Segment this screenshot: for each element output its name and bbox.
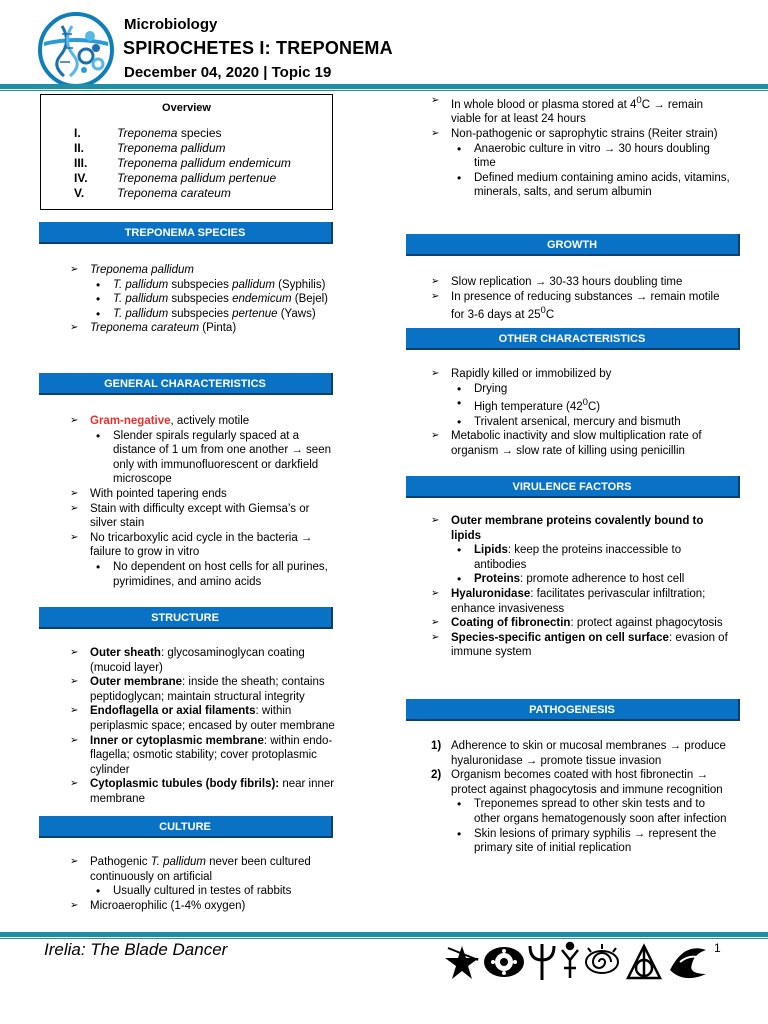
list-item (69, 502, 337, 531)
list-item (69, 855, 337, 884)
pathogenesis-list (430, 739, 730, 856)
arrow-bullet-icon: ➢ (70, 322, 79, 334)
list-item-text: Coating of fibronectin: protect against phagocytosis (451, 617, 723, 630)
overview-item-number: III. (74, 156, 88, 170)
list-item (69, 560, 337, 589)
arrow-bullet-icon: ➢ (70, 487, 79, 499)
arrow-bullet-icon: ➢ (431, 290, 440, 302)
bullet-dot-icon: • (457, 414, 462, 429)
arrow-bullet-icon: ➢ (70, 676, 79, 688)
microbiology-logo-icon (38, 12, 114, 88)
list-item (69, 321, 334, 336)
arrow-bullet-icon: ➢ (70, 264, 79, 275)
growth-list (430, 275, 730, 323)
section-header-structure: STRUCTURE (39, 607, 333, 629)
arrow-bullet-icon: ➢ (431, 515, 440, 526)
bullet-dot-icon: • (457, 396, 462, 411)
footer-divider (0, 932, 768, 937)
list-item-text: Outer membrane: inside the sheath; contains peptidoglycan; maintain structural integrity (90, 676, 325, 703)
list-item (69, 899, 337, 914)
bullet-dot-icon: • (96, 428, 101, 443)
list-item (430, 827, 730, 856)
section-header-general-characteristics: GENERAL CHARACTERISTICS (39, 373, 333, 395)
list-item-text: Outer sheath: glycosaminoglycan coating (mucoid layer) (90, 647, 305, 674)
list-item-text: Rapidly killed or immobilized by (451, 368, 612, 380)
section-header-culture: CULTURE (39, 816, 333, 838)
list-item (430, 171, 730, 200)
overview-list (41, 126, 332, 201)
bullet-dot-icon: • (96, 292, 101, 307)
arrow-bullet-icon: ➢ (431, 95, 440, 106)
list-item (69, 292, 334, 307)
list-item (69, 429, 337, 487)
overview-item-number: I. (74, 126, 81, 140)
bullet-dot-icon: • (96, 277, 101, 292)
list-item (69, 414, 337, 429)
list-item-text: Gram-negative, actively motile (90, 415, 250, 427)
list-item (69, 531, 337, 560)
arrow-bullet-icon: ➢ (431, 617, 440, 629)
deathly-hallows-emblem-icon (628, 946, 660, 978)
arrow-bullet-icon: ➢ (70, 647, 79, 658)
list-item (430, 290, 730, 323)
footer-emblems-icon (444, 940, 722, 982)
overview-title: Overview (162, 102, 211, 114)
date-topic: December 04, 2020 | Topic 19 (124, 64, 332, 81)
arrow-bullet-icon: ➢ (70, 705, 79, 717)
trident-emblem-icon (530, 944, 554, 980)
list-item-text: Non-pathogenic or saprophytic strains (Reiter strain) (451, 128, 718, 141)
arrow-bullet-icon: ➢ (431, 430, 440, 442)
section-header-growth: GROWTH (406, 234, 740, 256)
crescent-emblem-icon (670, 948, 706, 978)
overview-item-text: Treponema pallidum (117, 141, 226, 155)
list-item (69, 704, 337, 733)
list-item-text: Treponema pallidum (90, 264, 194, 276)
bullet-dot-icon: • (96, 559, 101, 574)
list-item-text: Outer membrane proteins covalently bound to lipids (451, 515, 704, 542)
overview-item (41, 156, 332, 171)
list-item (430, 127, 730, 142)
list-item (430, 572, 730, 587)
list-item (430, 396, 730, 414)
list-item (430, 739, 730, 768)
arrow-bullet-icon: ➢ (70, 778, 79, 790)
bullet-dot-icon: • (457, 572, 462, 587)
list-item-text: Metabolic inactivity and slow multiplication rate of organism → slow rate of killing using penicillin (451, 430, 702, 457)
list-item (430, 587, 730, 616)
spiral-eye-emblem-icon (586, 944, 618, 973)
overview-item (41, 126, 332, 141)
header-divider (0, 84, 768, 89)
list-item (430, 429, 730, 458)
arrow-bullet-icon: ➢ (431, 368, 440, 379)
subject-label: Microbiology (124, 16, 218, 33)
list-number: 1) (431, 740, 442, 752)
list-item (430, 631, 730, 660)
overview-item (41, 141, 332, 156)
list-item (430, 382, 730, 397)
list-item-text: Slender spirals regularly spaced at a distance of 1 um from one another → seen only with immunofluorescent or darkfield microscope (113, 429, 331, 486)
list-number: 2) (431, 769, 442, 782)
list-item-text: Stain with difficulty except with Giemsa’s or silver stain (90, 502, 310, 530)
page-number: 1 (714, 941, 721, 955)
list-item (430, 616, 730, 631)
list-item-text: Treponemes spread to other skin tests and to other organs hematogenously soon after infection (474, 798, 727, 825)
list-item-text: Hyaluronidase: facilitates perivascular infiltration; enhance invasiveness (451, 587, 706, 615)
list-item-text: Usually cultured in testes of rabbits (113, 885, 292, 898)
list-item (69, 777, 337, 806)
bullet-dot-icon: • (96, 306, 101, 321)
arrow-bullet-icon: ➢ (70, 899, 79, 911)
overview-item-text: Treponema pallidum pertenue (117, 171, 277, 185)
culture-continued-list (430, 94, 730, 200)
list-item-text: Skin lesions of primary syphilis → represent the primary site of initial replication (474, 827, 717, 855)
list-item (430, 768, 730, 797)
arrow-bullet-icon: ➢ (431, 587, 440, 599)
arrow-bullet-icon: ➢ (431, 276, 440, 287)
list-item-text: Endoflagella or axial filaments: within periplasmic space; encased by outer membrane (90, 705, 335, 732)
culture-list (69, 855, 337, 913)
list-item-text: Slow replication → 30-33 hours doubling time (451, 276, 683, 288)
overview-item-text: Treponema species (117, 126, 222, 140)
list-item (69, 263, 334, 278)
overview-item-number: II. (74, 141, 85, 155)
arrow-bullet-icon: ➢ (70, 415, 79, 426)
section-header-virulence-factors: VIRULENCE FACTORS (406, 476, 740, 498)
virulence-factors-list (430, 514, 730, 660)
other-characteristics-list (430, 367, 730, 458)
list-item-text: Defined medium containing amino acids, vitamins, minerals, salts, and serum albumin (474, 171, 730, 199)
list-item (69, 675, 337, 704)
overview-item-number: V. (74, 186, 85, 200)
list-item-text: In presence of reducing substances → remain motile for 3-6 days at $25^0C$ (451, 290, 720, 322)
list-item (69, 646, 337, 675)
list-item (430, 415, 730, 430)
list-item-text: With pointed tapering ends (90, 487, 227, 500)
list-item-text: Lipids: keep the proteins inaccessible to antibodies (474, 544, 682, 571)
header-divider-thin (0, 90, 768, 91)
list-item-text: Cytoplasmic tubules (body fibrils): near inner membrane (90, 778, 335, 805)
bullet-dot-icon: • (457, 381, 462, 396)
bullet-dot-icon: • (457, 170, 462, 185)
list-item-text: T. pallidum subspecies pertenue (Yaws) (113, 307, 316, 320)
arrow-bullet-icon: ➢ (431, 128, 440, 140)
bullet-dot-icon: • (457, 543, 462, 558)
list-item-text: Trivalent arsenical, mercury and bismuth (474, 415, 681, 428)
list-item (69, 487, 337, 502)
treponema-species-list (69, 263, 334, 336)
bullet-dot-icon: • (457, 797, 462, 812)
footer-author: Irelia: The Blade Dancer (44, 940, 228, 959)
page-title: SPIROCHETES I: TREPONEMA (123, 38, 393, 58)
list-item (69, 307, 334, 322)
section-header-treponema-species: TREPONEMA SPECIES (39, 222, 333, 244)
list-item-text: In whole blood or plasma stored at $4^0C$ → remain viable for at least 24 hours (451, 95, 704, 126)
bullet-dot-icon: • (457, 141, 462, 156)
list-item (430, 797, 730, 826)
arrow-bullet-icon: ➢ (70, 856, 79, 867)
arrow-bullet-icon: ➢ (70, 531, 79, 543)
list-item-text: Microaerophilic (1-4% oxygen) (90, 899, 246, 912)
bullet-dot-icon: • (96, 884, 101, 899)
list-item-text: Proteins: promote adherence to host cell (474, 573, 685, 586)
arrow-bullet-icon: ➢ (70, 502, 79, 514)
section-header-pathogenesis: PATHOGENESIS (406, 699, 740, 721)
list-item (69, 734, 337, 778)
list-item-text: Treponema carateum (Pinta) (90, 322, 237, 335)
bullet-dot-icon: • (457, 826, 462, 841)
overview-item (41, 171, 332, 186)
list-item-text: Species-specific antigen on cell surface: evasion of immune system (451, 631, 728, 659)
general-characteristics-list (69, 414, 337, 589)
list-item (430, 142, 730, 171)
footer-divider-thin (0, 938, 768, 939)
section-header-other-characteristics: OTHER CHARACTERISTICS (406, 328, 740, 350)
wheel-emblem-icon (484, 947, 524, 977)
overview-item-number: IV. (74, 171, 88, 185)
arrow-bullet-icon: ➢ (431, 631, 440, 643)
list-item-text: No tricarboxylic acid cycle in the bacteria → failure to grow in vitro (90, 531, 313, 559)
list-item (430, 94, 730, 127)
star-emblem-icon (445, 946, 479, 979)
overview-item (41, 186, 332, 201)
list-item (430, 275, 730, 290)
structure-list (69, 646, 337, 807)
overview-item-text: Treponema carateum (117, 186, 231, 200)
list-item-text: No dependent on host cells for all purines, pyrimidines, and amino acids (113, 560, 328, 588)
list-item-text: T. pallidum subspecies endemicum (Bejel) (113, 293, 329, 306)
dancer-emblem-icon (562, 943, 578, 978)
list-item-text: T. pallidum subspecies pallidum (Syphilis) (113, 278, 326, 291)
list-item-text: Inner or cytoplasmic membrane: within endo-flagella; osmotic stability; cover protoplasmic cylinder (90, 734, 333, 776)
list-item-text: Drying (474, 382, 508, 395)
arrow-bullet-icon: ➢ (70, 734, 79, 746)
list-item (430, 514, 730, 543)
list-item (430, 543, 730, 572)
list-item (69, 884, 337, 899)
list-item-text: Adherence to skin or mucosal membranes → produce hyaluronidase → promote tissue invasion (451, 740, 726, 767)
list-item-text: Anaerobic culture in vitro → 30 hours doubling time (474, 142, 710, 170)
list-item (69, 278, 334, 293)
list-item (430, 367, 730, 382)
list-item-text: Organism becomes coated with host fibronectin → protect against phagocytosis and immune recognition (451, 769, 723, 796)
overview-item-text: Treponema pallidum endemicum (117, 156, 291, 170)
list-item-text: Pathogenic T. pallidum never been cultured continuously on artificial (90, 856, 311, 883)
overview-box (40, 94, 333, 210)
list-item-text: High temperature $(42^0C)$ (474, 397, 601, 414)
